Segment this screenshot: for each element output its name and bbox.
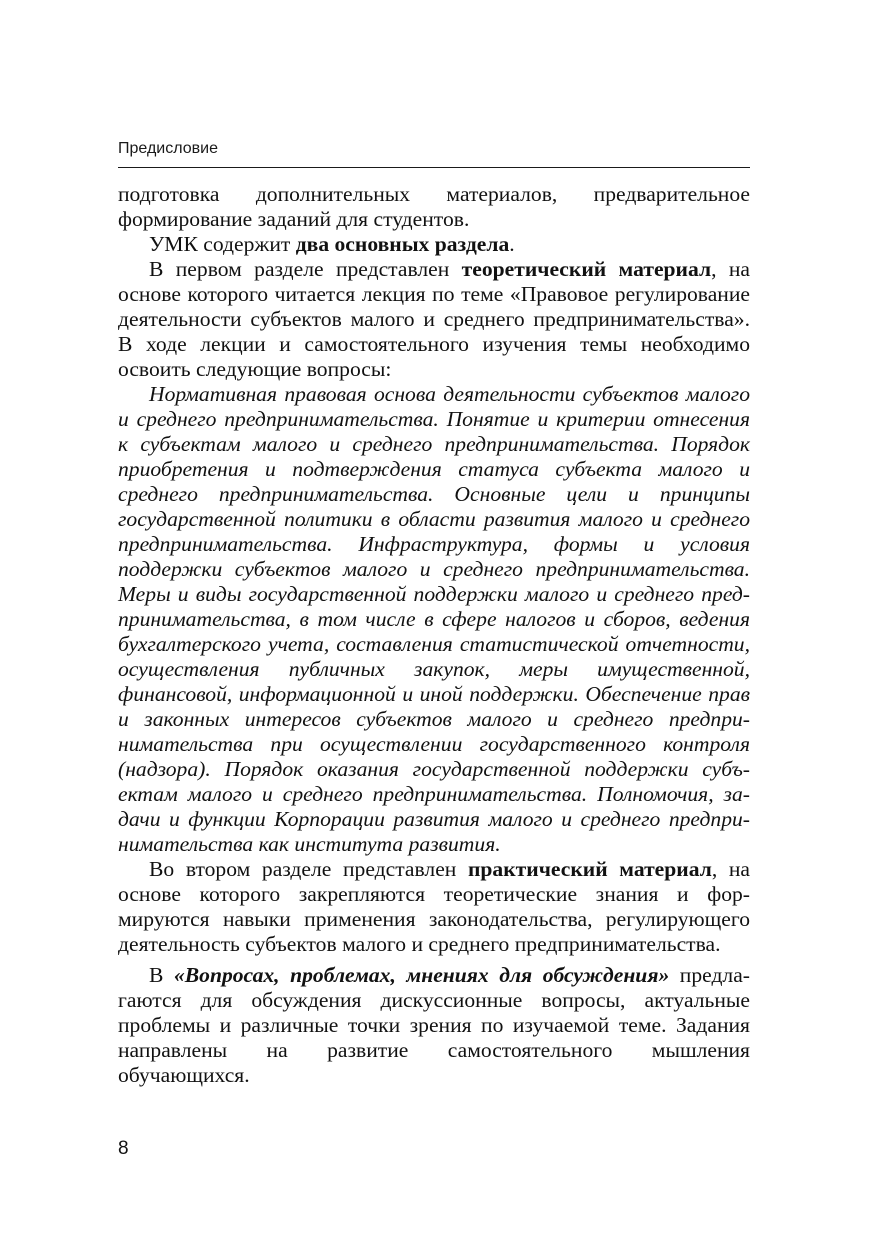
book-page [118, 0, 750, 1258]
text-span: , на основе которого закрепляются теоретические знания и формируются навыки применения законодательства, регулирующего деятельность субъектов малого и среднего предпринимательства. [118, 857, 750, 956]
bold-term-theoretical-material: теоретический материал [461, 257, 712, 281]
paragraph-continuation: подготовка дополнительных материалов, предварительное формирование заданий для студентов. [118, 182, 750, 231]
paragraph-umk-sections [118, 232, 750, 257]
text-span: , на основе которого читается лекция по теме «Правовое регулирование деятельности субъектов малого и среднего предпринимательства». В ходе лекции и самостоятельного изучения темы необходимо освоить следующие вопросы: [118, 257, 750, 381]
running-head: Предисловие [118, 139, 750, 168]
bold-term-two-sections: два основных раздела [295, 232, 510, 256]
paragraph-lecture-topics: Нормативная правовая основа деятельности субъектов малого и среднего предпринимательства. Понятие и критерии отнесения к субъектам малого и среднего предпринимательства. Порядок приобретения и подтверждения статуса субъекта малого и среднего предпринимательства. Основные цели и принципы государственной политики в области развития малого и среднего предпринимательства. Инфраструктура, формы и условия поддержки субъектов малого и среднего предпринимательства. Меры и виды государственной поддержки малого и среднего предпринимательства, в том числе в сфере налогов и сборов, ведения бухгалтерского учета, составления статистической отчетности, осуществления публичных закупок, меры имущественной, финансовой, информационной и иной поддержки. Обеспечение прав и законных интересов субъектов малого и среднего предпринимательства при осуществлении государственного контроля (надзора). Порядок оказания государственной поддержки субъектам малого и среднего предпринимательства. Полномочия, задачи и функции Корпорации развития малого и среднего предпринимательства как института развития. [118, 382, 750, 856]
text-span: В первом разделе представлен [149, 257, 462, 281]
text-span: Во втором разделе представлен [149, 857, 468, 881]
bold-term-practical-material: практический материал [467, 857, 712, 881]
body-text [118, 182, 750, 1088]
paragraph-first-section [118, 257, 750, 382]
paragraph-discussion [118, 963, 750, 1088]
page-number: 8 [118, 1138, 129, 1159]
text-span: В [149, 963, 174, 987]
text-span: предлагаются для обсуждения дискуссионные вопросы, актуальные проблемы и различные точки зрения по изучаемой теме. Задания направлены на развитие самостоятельного мышления обучающихся. [118, 963, 750, 1087]
paragraph-second-section [118, 857, 750, 957]
text-span: УМК содержит [149, 232, 296, 256]
text-span: . [509, 232, 515, 256]
bold-italic-term-discussion: «Вопросах, проблемах, мнениях для обсуждения» [173, 963, 670, 987]
